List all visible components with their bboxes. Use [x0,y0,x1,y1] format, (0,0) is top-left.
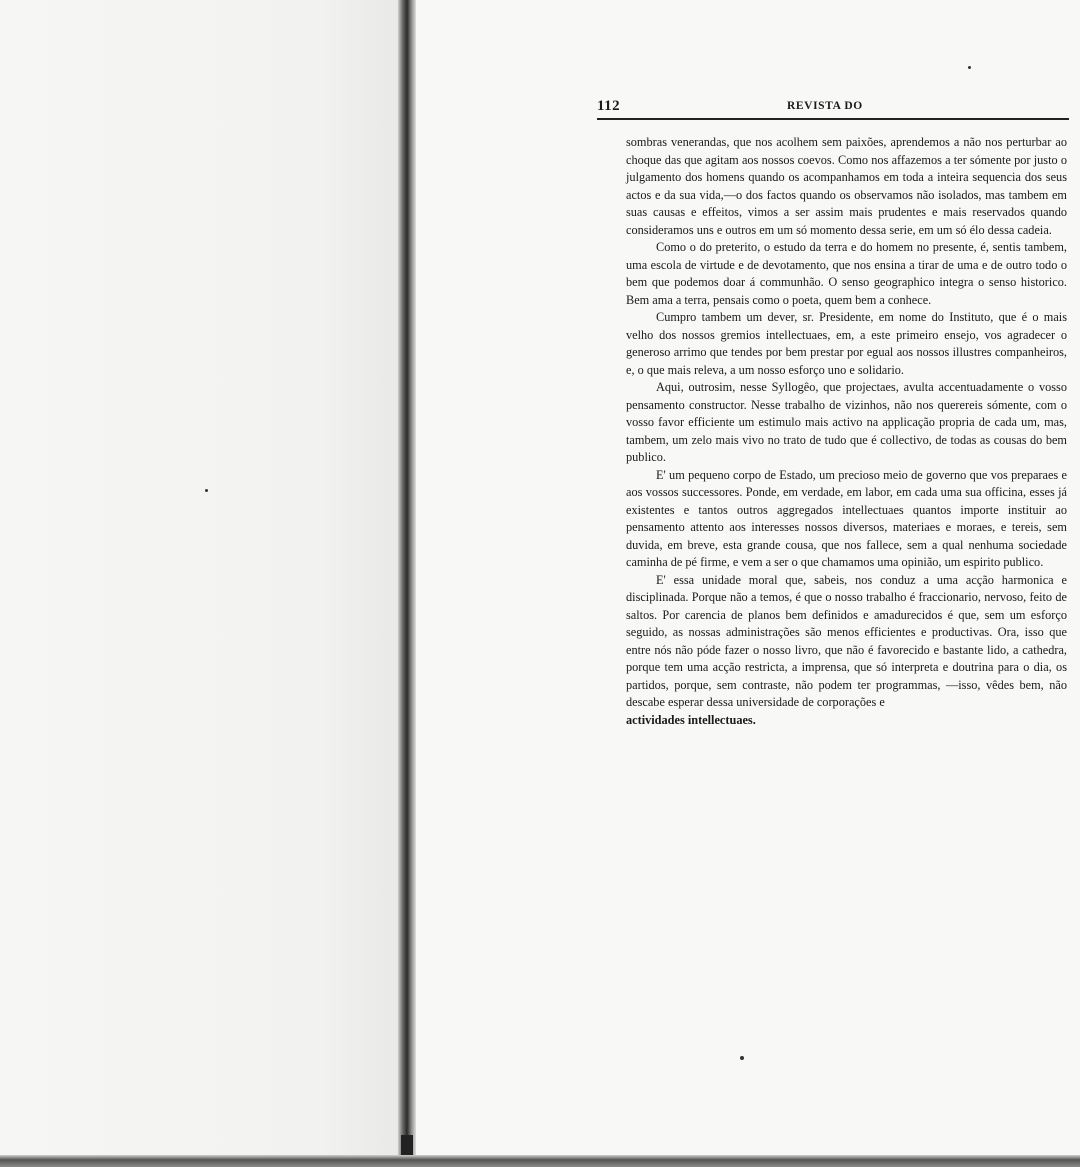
paragraph-closing: actividades intellectuaes. [626,712,756,727]
book-gutter [398,0,416,1167]
page-number: 112 [597,98,621,114]
journal-title: REVISTA DO [787,100,863,112]
dust-speck [205,489,208,492]
page-bottom-edge [0,1155,1080,1167]
paragraph: sombras venerandas, que nos acolhem sem paixões, aprendemos a não nos perturbar ao choque das que agitam aos nossos coevos. Como nos affazemos a ter sómente por justo o julgamento dos homens quando os acompanhamos em toda a inteira sequencia dos seus actos e da sua vida,—o dos factos quando os observamos não isolados, mas tambem em suas causas e effeitos, vimos a ser assim mais prudentes e mais reservados quando consideramos uns e outros em um só momento dessa serie, em um só élo dessa cadeia. [626,135,1067,237]
dust-speck [968,66,971,69]
paragraph: E' essa unidade moral que, sabeis, nos conduz a uma acção harmonica e disciplinada. Porque não a temos, é que o nosso trabalho é fraccionario, nervoso, feito de saltos. Por carencia de planos bem definidos e amadurecidos é que, sem um esforço seguido, as nossas administrações são menos efficientes e productivas. Ora, isso que entre nós não póde fazer o nosso livro, que não é favorecido e bastante lido, a cathedra, porque tem uma acção restricta, a imprensa, que só interpreta e doutrina para o dia, os partidos, porque, sem contraste, não podem ter programmas, —isso, vêdes bem, não descabe esperar dessa universidade de corporações e [626,572,1067,709]
paragraph: Como o do preterito, o estudo da terra e do homem no presente, é, sentis tambem, uma escola de virtude e de devotamento, que nos ensina a tirar de uma e de outro todo o bem que podemos doar á communhão. O senso geographico integra o senso historico. Bem ama a terra, pensais como o poeta, quem bem a conhece. [626,240,1067,307]
gutter-stain [401,1135,413,1157]
left-facing-page [0,0,398,1167]
paragraph: E' um pequeno corpo de Estado, um precioso meio de governo que vos preparaes e aos vossos successores. Ponde, em verdade, em labor, em cada uma sua officina, esses já existentes e tantos outros aggregados intellectuaes quantos importe instituir ao pensamento attento aos interesses nossos diversos, materiaes e moraes, e tereis, sem duvida, em breve, esta grande cousa, que nos fallece, sem a qual nenhuma sociedade caminha de pé firme, e vem a ser o que chamamos uma opinião, um espirito publico. [626,467,1067,569]
paragraph: Cumpro tambem um dever, sr. Presidente, em nome do Instituto, que é o mais velho dos nossos gremios intellectuaes, em, a este primeiro ensejo, vos agradecer o generoso arrimo que tendes por bem prestar por egual aos nossos illustres companheiros, e, o que mais releva, a um nosso esforço uno e solidario. [626,310,1067,377]
dust-speck [740,1056,744,1060]
paragraph: Aqui, outrosim, nesse Syllogêo, que projectaes, avulta accentuadamente o vosso pensamento constructor. Nesse trabalho de vizinhos, não nos querereis sómente, com o vosso favor efficiente um estimulo mais activo na applicação propria de cada um, mas, tambem, um zelo mais vivo no trato de tudo que é collectivo, de todas as cousas do bem publico. [626,380,1067,464]
body-text [626,134,1067,729]
running-header [597,98,1069,120]
